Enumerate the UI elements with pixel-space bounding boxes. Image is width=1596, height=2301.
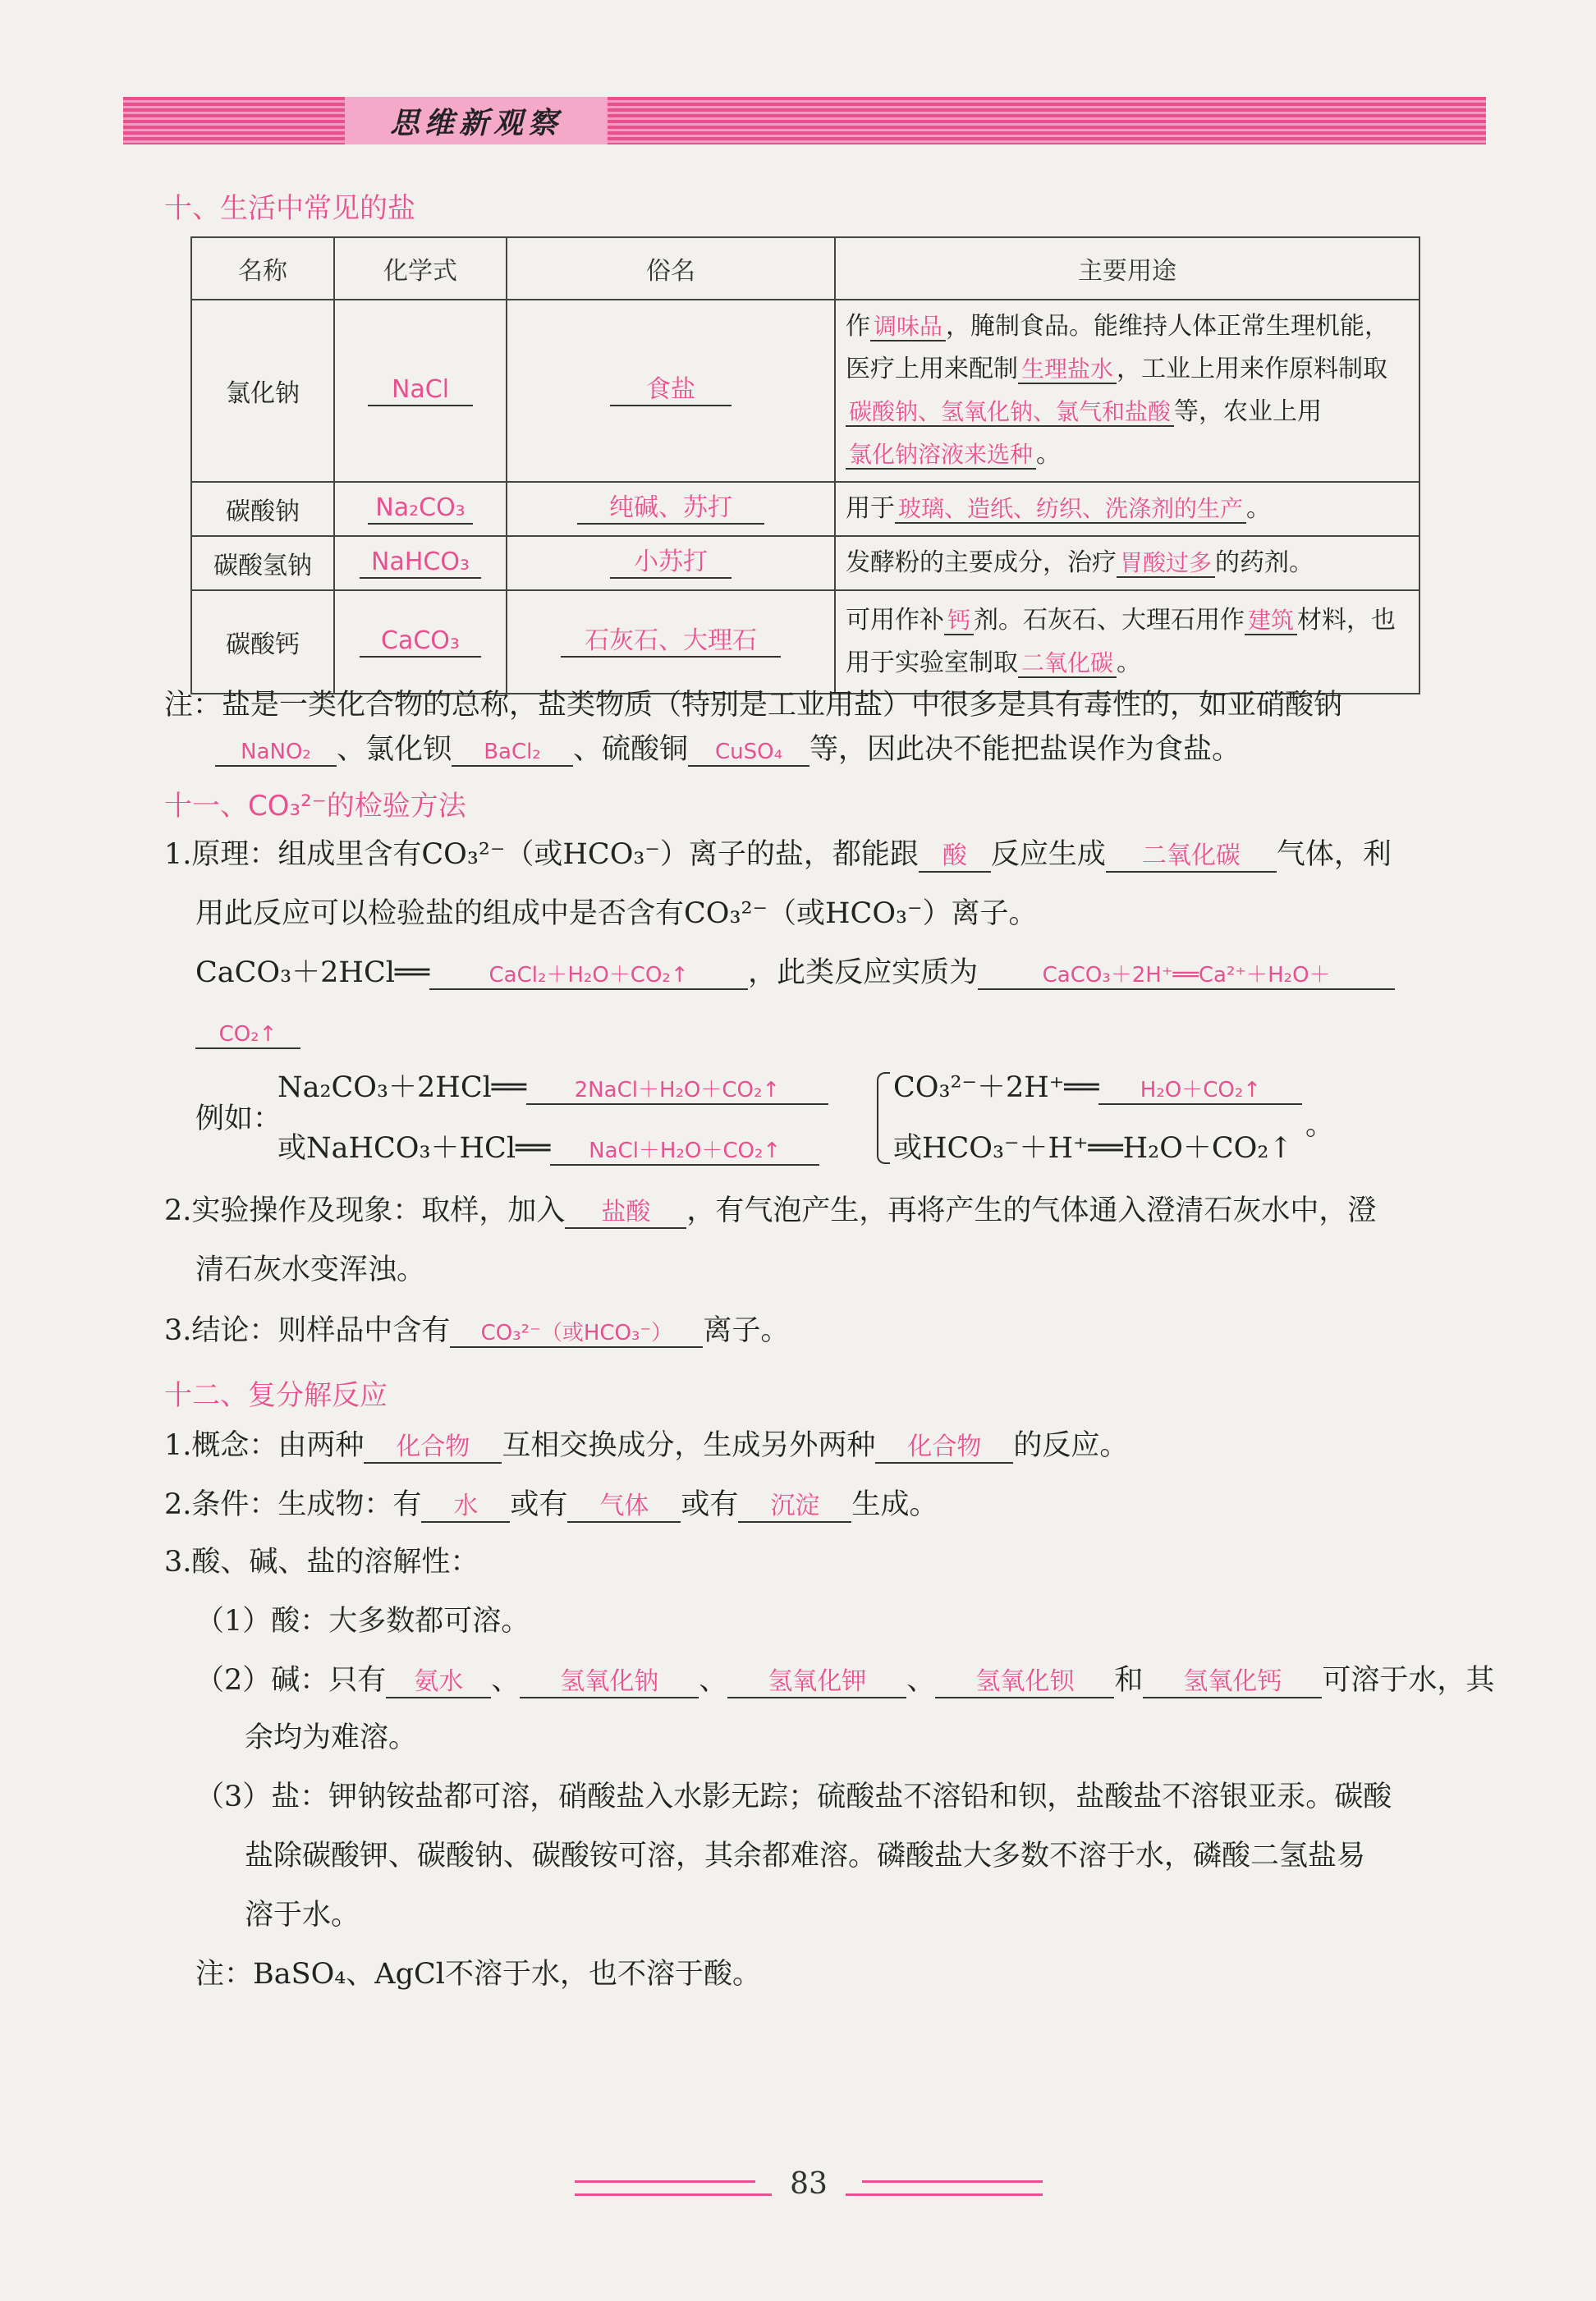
salt-formula-cell: [334, 536, 507, 590]
answer-ionic-co3: H₂O＋CO₂↑: [1098, 1079, 1302, 1105]
footer-line-left: [575, 2193, 772, 2196]
example-end: 。: [1305, 1109, 1335, 1142]
example-label: 例如：: [195, 1102, 282, 1135]
section-12-note: 注：BaSO₄、AgCl不溶于水，也不溶于酸。: [195, 1958, 761, 1991]
answer-water: 水: [421, 1492, 510, 1523]
salt-line1: （3）盐：钾钠铵盐都可溶，硝酸盐入水影无踪；硫酸盐不溶铅和钡，盐酸盐不溶银亚汞。碳酸: [195, 1781, 1392, 1813]
text: 1.概念：由两种: [164, 1429, 365, 1462]
answer-co2: 二氧化碳: [1106, 842, 1277, 873]
text: （2）碱：只有: [195, 1664, 387, 1697]
concept-line: [164, 1429, 1129, 1464]
answer-base: 氢氧化钡: [935, 1668, 1114, 1698]
salt-formula-cell: [334, 300, 507, 482]
usage-text: 等，农业上用: [1174, 397, 1323, 426]
text: 或NaHCO₃＋HCl══: [277, 1132, 551, 1165]
usage-answer: 钙: [944, 607, 974, 635]
header-band: [123, 97, 1486, 144]
text: 或有: [681, 1488, 739, 1521]
answer-base: 氢氧化钾: [727, 1668, 906, 1698]
text: 气体，利: [1276, 838, 1392, 871]
answer-base: 氨水: [386, 1668, 491, 1698]
salt-usage: [835, 482, 1419, 536]
usage-answer: 碳酸钠、氢氧化钠、氯气和盐酸: [846, 399, 1174, 427]
usage-answer: 氯化钠溶液来选种: [846, 442, 1036, 470]
table-row: [191, 300, 1419, 482]
table-header-row: [191, 237, 1419, 300]
text: 可溶于水，其: [1322, 1664, 1495, 1697]
text: 和: [1114, 1664, 1144, 1697]
text: 、: [906, 1664, 936, 1697]
salt-common-cell: [507, 536, 835, 590]
usage-text: 。: [1246, 494, 1272, 523]
table-header: 名称: [191, 237, 334, 300]
text: 、: [699, 1664, 728, 1697]
usage-text: 。: [1036, 440, 1062, 469]
text: ，此类反应实质为: [748, 956, 979, 989]
salt-common-name: 纯碱、苏打: [577, 494, 764, 525]
section-11-title: 十一、CO₃²⁻的检验方法: [164, 790, 466, 823]
salt-name: 氯化钠: [191, 300, 334, 482]
text: 或有: [510, 1488, 568, 1521]
salt-formula-cell: [334, 590, 507, 694]
text: 、: [491, 1664, 521, 1697]
answer-nano2: NaNO₂: [215, 740, 337, 767]
answer-compound: 化合物: [364, 1433, 502, 1464]
principle-line2: 用此反应可以检验盐的组成中是否含有CO₃²⁻（或HCO₃⁻）离子。: [195, 897, 1038, 930]
table-row: [191, 482, 1419, 536]
usage-text: 剂。石灰石、大理石用作: [974, 606, 1245, 635]
usage-text: 。: [1117, 649, 1142, 677]
salt-common-name: 石灰石、大理石: [561, 627, 781, 658]
salt-formula: CaCO₃: [360, 627, 481, 658]
answer-base: 氢氧化钙: [1143, 1668, 1322, 1698]
example-line1: [277, 1071, 828, 1105]
section-10-note-line2: [215, 733, 1241, 767]
principle-line1: [164, 838, 1392, 873]
answer-gas: 气体: [567, 1492, 681, 1523]
example-line4: [893, 1134, 1293, 1163]
header-title: 思维新观察: [389, 106, 562, 140]
salt-name: 碳酸钠: [191, 482, 334, 536]
principle-line4: [195, 1018, 300, 1049]
salt-usage: [835, 590, 1419, 694]
answer-acid: 酸: [919, 842, 991, 873]
note-text: 、硫酸铜: [573, 733, 689, 766]
answer-ions: CO₃²⁻（或HCO₃⁻）: [450, 1322, 703, 1348]
principle-line3: [195, 956, 1395, 990]
footer-line-left: [575, 2180, 755, 2183]
text: ，有气泡产生，再将产生的气体通入澄清石灰水中，澄: [686, 1194, 1377, 1227]
section-12-title: 十二、复分解反应: [164, 1379, 388, 1412]
salt-table: [190, 236, 1420, 694]
text: CO₃²⁻＋2H⁺══: [893, 1071, 1099, 1104]
usage-answer: 生理盐水: [1018, 356, 1117, 384]
acid-line: （1）酸：大多数都可溶。: [195, 1605, 530, 1638]
text: Na₂CO₃＋2HCl══: [277, 1071, 526, 1104]
section-10-note-line1: [164, 691, 1342, 720]
table-header: 化学式: [334, 237, 507, 300]
answer-ionic-reaction: CaCO₃＋2H⁺══Ca²⁺＋H₂O＋: [978, 964, 1395, 990]
usage-text: 作: [846, 312, 870, 341]
salt-formula: NaCl: [368, 376, 473, 406]
answer-nahco3-reaction: NaCl＋H₂O＋CO₂↑: [550, 1139, 819, 1166]
salt-formula: NaHCO₃: [360, 548, 481, 579]
usage-answer: 二氧化碳: [1018, 650, 1117, 678]
salt-common-cell: [507, 482, 835, 536]
answer-base: 氢氧化钠: [520, 1668, 699, 1698]
usage-text: ，腌制食品。能维持人体正常生理机能，医疗上用来配制: [846, 312, 1390, 383]
usage-answer: 建筑: [1245, 607, 1297, 635]
note-text: 、氯化钡: [337, 733, 452, 766]
usage-text: ，工业上用来作原料制取: [1117, 355, 1388, 383]
note-text: 注：盐是一类化合物的总称，盐类物质（特别是工业用盐）中很多是具有毒性的，如亚硝酸钠: [164, 689, 1343, 722]
section-10-title: 十、生活中常见的盐: [164, 192, 415, 225]
table-header: 主要用途: [835, 237, 1419, 300]
note-text: 等，因此决不能把盐误作为食盐。: [809, 733, 1241, 766]
answer-caco3-reaction: CaCl₂＋H₂O＋CO₂↑: [429, 964, 748, 990]
text: 离子。: [703, 1314, 790, 1347]
usage-text: 可用作补: [846, 606, 944, 635]
example-line2: [277, 1134, 819, 1166]
answer-precipitate: 沉淀: [738, 1492, 851, 1523]
salt-formula: Na₂CO₃: [368, 494, 473, 525]
salt-formula-cell: [334, 482, 507, 536]
answer-cuso4: CuSO₄: [688, 740, 809, 767]
header-title-box: [345, 97, 608, 144]
condition-line: [164, 1488, 938, 1523]
footer-line-right: [846, 2193, 1043, 2196]
solubility-title: 3.酸、碱、盐的溶解性：: [164, 1546, 479, 1579]
text: 或HCO₃⁻＋H⁺══H₂O＋CO₂↑: [893, 1132, 1293, 1165]
salt-usage: [835, 536, 1419, 590]
table-row: [191, 536, 1419, 590]
text: 3.结论：则样品中含有: [164, 1314, 451, 1347]
brace: [877, 1072, 890, 1164]
text: CaCO₃＋2HCl══: [195, 956, 430, 989]
footer-line-right: [862, 2180, 1043, 2183]
salt-common-name: 小苏打: [610, 548, 732, 579]
salt-common-cell: [507, 590, 835, 694]
salt-common-name: 食盐: [610, 376, 732, 406]
text: 2.条件：生成物：有: [164, 1488, 422, 1521]
usage-answer: 胃酸过多: [1117, 550, 1215, 578]
salt-common-cell: [507, 300, 835, 482]
text: 互相交换成分，生成另外两种: [502, 1429, 876, 1462]
answer-bacl2: BaCl₂: [452, 740, 573, 767]
salt-usage: [835, 300, 1419, 482]
table-row: [191, 590, 1419, 694]
operation-line2: 清石灰水变浑浊。: [195, 1254, 426, 1286]
text: 1.原理：组成里含有CO₃²⁻（或HCO₃⁻）离子的盐，都能跟: [164, 838, 919, 871]
conclusion-line: [164, 1314, 790, 1348]
text: 2.实验操作及现象：取样，加入: [164, 1194, 566, 1227]
text: 生成。: [851, 1488, 938, 1521]
answer-hcl: 盐酸: [565, 1199, 686, 1229]
text: 的反应。: [1013, 1429, 1129, 1462]
usage-text: 用于: [846, 494, 895, 523]
answer-na2co3-reaction: 2NaCl＋H₂O＋CO₂↑: [526, 1079, 828, 1105]
base-line1: [195, 1666, 1494, 1698]
text: 反应生成: [990, 838, 1106, 871]
operation-line1: [164, 1194, 1377, 1229]
salt-name: 碳酸钙: [191, 590, 334, 694]
answer-ionic-reaction-end: CO₂↑: [195, 1023, 300, 1049]
example-line3: [893, 1071, 1302, 1105]
usage-text: 发酵粉的主要成分，治疗: [846, 548, 1117, 577]
usage-answer: 玻璃、造纸、纺织、洗涤剂的生产: [895, 496, 1246, 524]
salt-line3: 溶于水。: [245, 1899, 360, 1932]
usage-answer: 调味品: [870, 314, 946, 341]
table-header: 俗名: [507, 237, 835, 300]
base-line2: 余均为难溶。: [245, 1721, 418, 1754]
usage-text: 的药剂。: [1215, 548, 1314, 577]
page-number: 83: [790, 2167, 828, 2201]
usage-text: 材料，也用于实验室制取: [846, 606, 1396, 677]
salt-line2: 盐除碳酸钾、碳酸钠、碳酸铵可溶，其余都难溶。磷酸盐大多数不溶于水，磷酸二氢盐易: [245, 1840, 1366, 1872]
salt-name: 碳酸氢钠: [191, 536, 334, 590]
answer-compound: 化合物: [875, 1433, 1013, 1464]
